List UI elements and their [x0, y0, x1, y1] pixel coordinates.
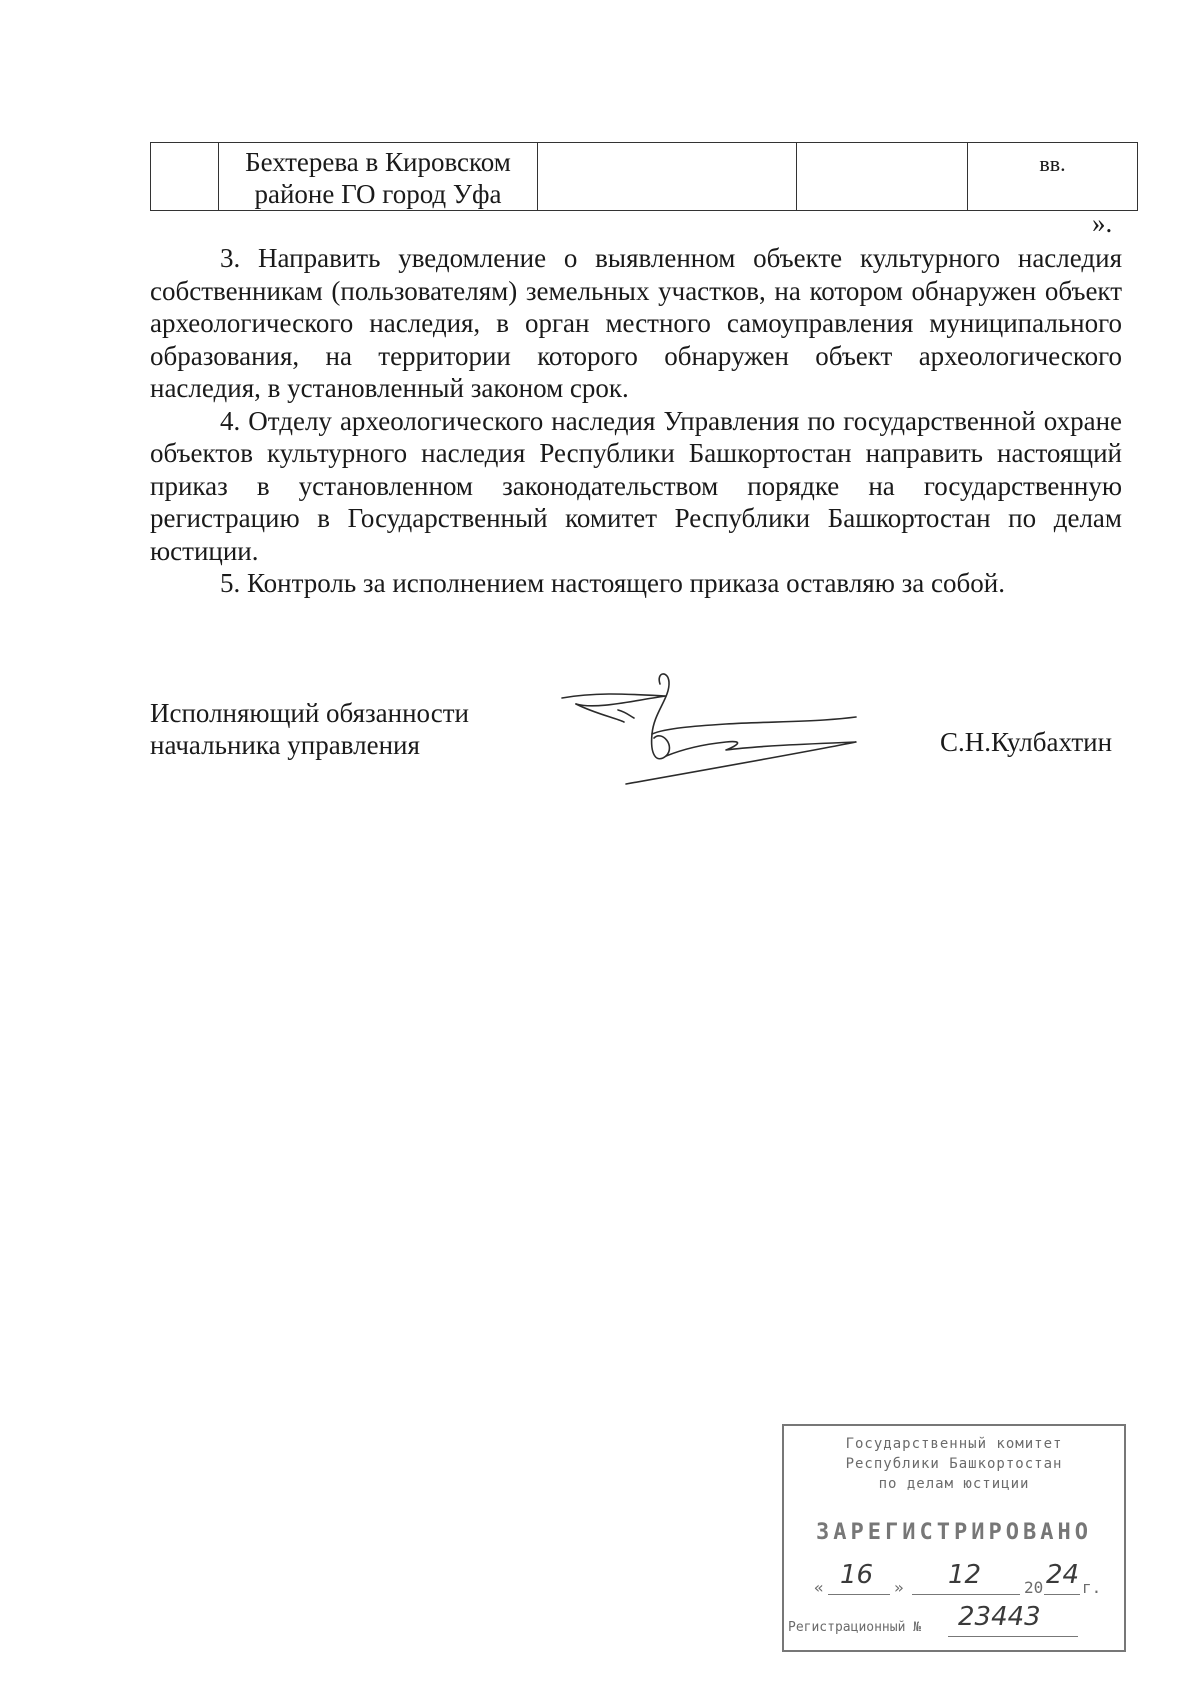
table-cell-line: районе ГО город Уфа [254, 179, 502, 209]
table-cell-number [151, 143, 219, 211]
signer-name: С.Н.Кулбахтин [940, 727, 1113, 757]
underline [912, 1594, 1020, 1595]
stamp-org-line: по делам юстиции [878, 1476, 1030, 1492]
stamp-year: 24 [1046, 1560, 1080, 1590]
stamp-organization [784, 1434, 1124, 1494]
table-fragment [150, 142, 1138, 211]
stamp-year-prefix: 20 [1024, 1578, 1044, 1597]
stamp-year-suffix: г. [1082, 1578, 1102, 1597]
paragraph-3: 3. Направить уведомление о выявленном объекте культурного наследия собственникам (пользователям) земельных участков, на котором обнаружен объект археологического наследия, в орган местного самоуправления муниципального образования, на территории которого обнаружен объект археологического наследия, в установленный законом срок. [150, 243, 1122, 403]
stamp-org-line: Государственный комитет [845, 1436, 1063, 1452]
table-cell-empty [538, 143, 797, 211]
paragraph-5: 5. Контроль за исполнением настоящего приказа оставляю за собой. [220, 568, 1005, 598]
table-cell-line: Бехтерева в Кировском [245, 147, 511, 177]
registration-stamp [782, 1424, 1126, 1652]
order-body [150, 242, 1122, 600]
stamp-number: 23443 [958, 1602, 1041, 1632]
stamp-status: ЗАРЕГИСТРИРОВАНО [816, 1520, 1092, 1545]
table-cell-dating: вв. [968, 143, 1138, 211]
underline [1044, 1594, 1080, 1595]
signer-title [150, 697, 469, 761]
signer-title-line: начальника управления [150, 730, 420, 760]
quote-mark: « [814, 1578, 824, 1597]
stamp-day: 16 [840, 1560, 874, 1590]
stamp-org-line: Республики Башкортостан [845, 1456, 1063, 1472]
stamp-number-label: Регистрационный № [788, 1620, 922, 1635]
paragraph-4: 4. Отделу археологического наследия Управления по государственной охране объектов культурного наследия Республики Башкортостан направить настоящий приказ в установленном законодательством порядке на государственную регистрацию в Государственный комитет Республики Башкортостан по делам юстиции. [150, 405, 1122, 566]
underline [948, 1636, 1078, 1637]
table-cell-object-location [219, 143, 538, 211]
signer-title-line: Исполняющий обязанности [150, 698, 469, 728]
underline [828, 1594, 890, 1595]
handwritten-signature [556, 672, 916, 797]
stamp-month: 12 [948, 1560, 982, 1590]
table-cell-empty [797, 143, 968, 211]
quote-mark: » [894, 1578, 904, 1597]
closing-quote: ». [1092, 208, 1113, 238]
